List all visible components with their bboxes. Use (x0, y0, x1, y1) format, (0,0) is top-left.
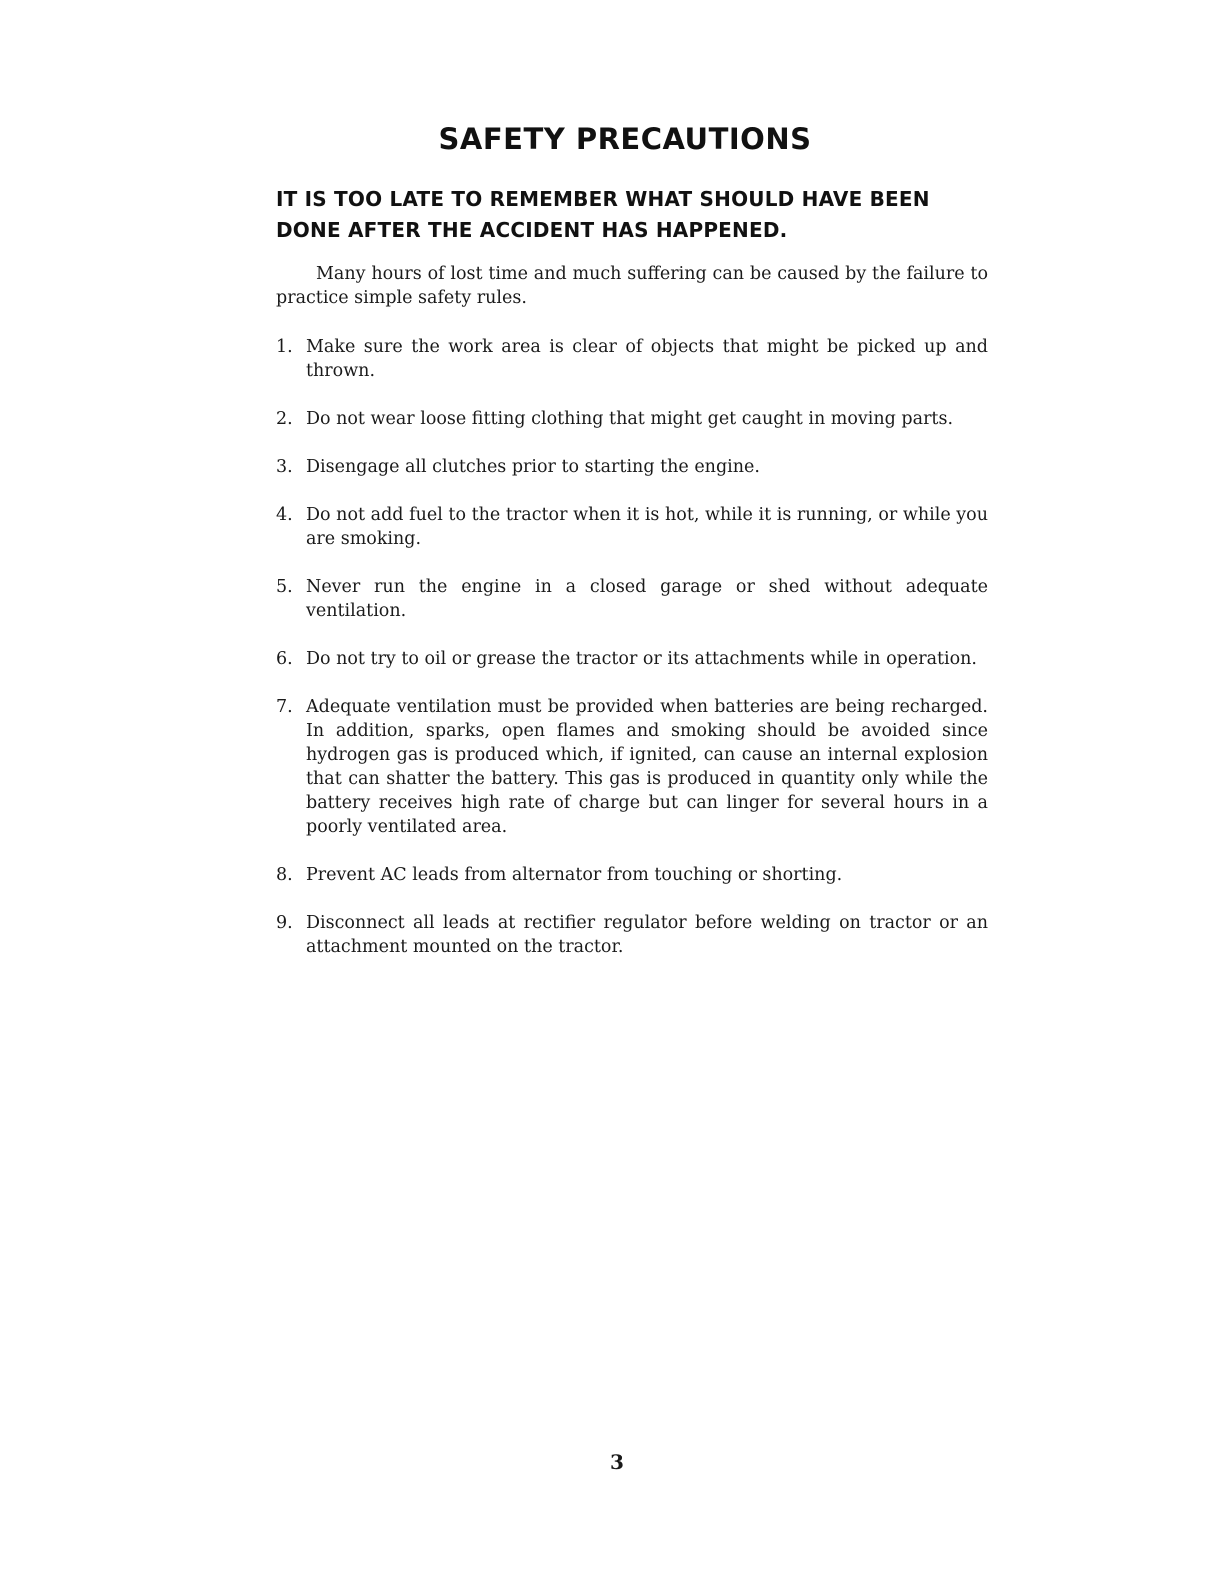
intro-paragraph: Many hours of lost time and much suffering can be caused by the failure to practice simple safety rules. (276, 264, 988, 308)
rule-number: 7. (276, 697, 293, 717)
rule-number: 6. (276, 649, 293, 669)
rule-item-7 (276, 695, 988, 839)
rule-item-6 (276, 647, 988, 671)
page-number: 3 (610, 1450, 624, 1474)
rule-text: Do not add fuel to the tractor when it is hot, while it is running, or while you are smoking. (306, 505, 988, 549)
rule-item-4 (276, 503, 988, 551)
rule-text: Do not wear loose fitting clothing that might get caught in moving parts. (306, 409, 954, 429)
rule-text: Disengage all clutches prior to starting the engine. (306, 457, 760, 477)
rule-text: Never run the engine in a closed garage or shed without adequate ventilation. (306, 577, 988, 621)
rule-number: 1. (276, 337, 293, 357)
rule-number: 5. (276, 577, 293, 597)
rule-item-2 (276, 407, 988, 431)
warning-heading (276, 184, 976, 246)
rule-text: Adequate ventilation must be provided when batteries are being recharged. In addition, sparks, open flames and smoking should be avoided since hydrogen gas is produced which, if ignited, can cause an internal explosion that can shatter the battery. This gas is produced in quantity only while the battery receives high rate of charge but can linger for several hours in a poorly ventilated area. (306, 697, 988, 837)
warning-line-1: IT IS TOO LATE TO REMEMBER WHAT SHOULD HAVE BEEN (276, 187, 930, 211)
rule-item-1 (276, 335, 988, 383)
rule-text: Do not try to oil or grease the tractor or its attachments while in operation. (306, 649, 977, 669)
rule-number: 9. (276, 913, 293, 933)
rule-item-9 (276, 911, 988, 959)
rule-text: Disconnect all leads at rectifier regulator before welding on tractor or an attachment mounted on the tractor. (306, 913, 988, 957)
safety-rules-list (276, 335, 988, 959)
rule-item-3 (276, 455, 988, 479)
rule-number: 4. (276, 505, 293, 525)
rule-item-5 (276, 575, 988, 623)
rule-text: Make sure the work area is clear of objects that might be picked up and thrown. (306, 337, 988, 381)
warning-line-2: DONE AFTER THE ACCIDENT HAS HAPPENED. (276, 218, 788, 242)
rule-number: 8. (276, 865, 293, 885)
rule-item-8 (276, 863, 988, 887)
rule-text: Prevent AC leads from alternator from touching or shorting. (306, 865, 843, 885)
page-title: SAFETY PRECAUTIONS (438, 122, 812, 156)
rule-number: 2. (276, 409, 293, 429)
rule-number: 3. (276, 457, 293, 477)
